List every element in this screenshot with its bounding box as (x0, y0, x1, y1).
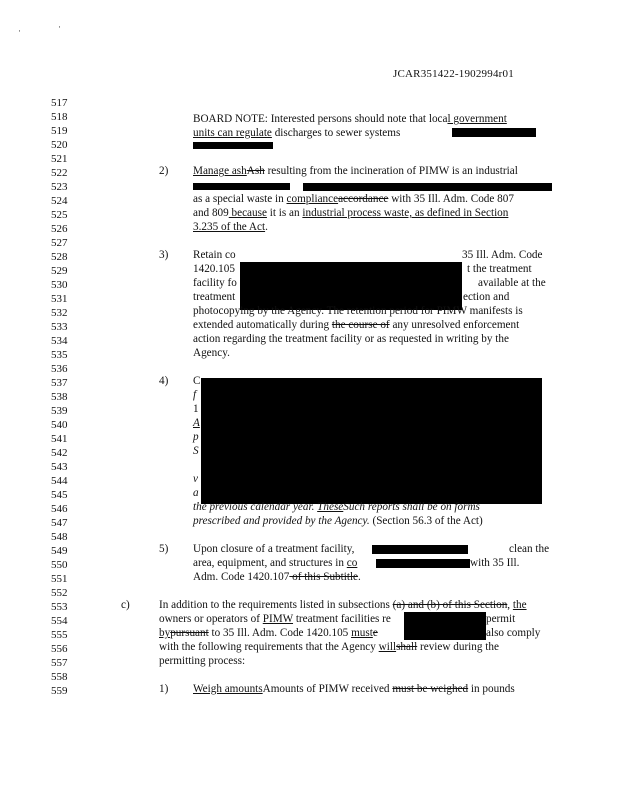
line-number: 524 (51, 195, 68, 207)
redaction (303, 183, 552, 191)
line-number: 559 (51, 685, 68, 697)
line-number: 529 (51, 265, 68, 277)
subsection-label: c) (121, 599, 130, 611)
item-2-line-3: as a special waste in complianceaccordance with 35 Ill. Adm. Code 807 (193, 193, 514, 205)
item-3-line-1-end: 35 Ill. Adm. Code (462, 249, 543, 261)
item-number: 1) (159, 683, 169, 695)
line-number: 518 (51, 111, 68, 123)
subsection-c-line-5: permitting process: (159, 655, 246, 667)
redaction (452, 128, 536, 137)
redaction (193, 183, 290, 190)
line-number: 521 (51, 153, 68, 165)
board-note-line-2: units can regulate discharges to sewer systems (193, 127, 401, 139)
line-number: 532 (51, 307, 68, 319)
line-number: 555 (51, 629, 68, 641)
item-5-line-2-end: with 35 Ill. (470, 557, 520, 569)
line-number: 539 (51, 405, 68, 417)
line-number: 540 (51, 419, 68, 431)
subsection-c-line-3: bypursuant to 35 Ill. Adm. Code 1420.105 muste (159, 627, 378, 639)
line-number: 556 (51, 643, 68, 655)
item-3-line-6: extended automatically during the course of any unresolved enforcement (193, 319, 520, 331)
line-number: 530 (51, 279, 68, 291)
c-item-1-line-1: Weigh amountsAmounts of PIMW received must be weighed in pounds (193, 683, 515, 695)
subsection-c-line-4: with the following requirements that the Agency willshall review during the (159, 641, 499, 653)
line-number: 548 (51, 531, 68, 543)
document-id: JCAR351422-1902994r01 (393, 68, 514, 80)
line-number: 557 (51, 657, 68, 669)
redaction (201, 378, 542, 504)
item-4-frag: p (193, 431, 199, 443)
line-number: 551 (51, 573, 68, 585)
line-number: 553 (51, 601, 68, 613)
line-number: 528 (51, 251, 68, 263)
line-number: 517 (51, 97, 68, 109)
line-number: 543 (51, 461, 68, 473)
line-number: 558 (51, 671, 68, 683)
line-number: 523 (51, 181, 68, 193)
line-number: 544 (51, 475, 68, 487)
line-number: 550 (51, 559, 68, 571)
line-number: 519 (51, 125, 68, 137)
item-4-frag: 1 (193, 403, 199, 415)
item-4-frag: a (193, 487, 199, 499)
item-2-line-4: and 809 because it is an industrial process waste, as defined in Section (193, 207, 509, 219)
subsection-c-line-1: In addition to the requirements listed in subsections (a) and (b) of this Section, the (159, 599, 527, 611)
item-4-frag: S (193, 445, 199, 457)
item-4-frag: v (193, 473, 198, 485)
board-note-line-1: BOARD NOTE: Interested persons should note that local government (193, 113, 507, 125)
redaction (193, 142, 273, 149)
line-number: 525 (51, 209, 68, 221)
item-3-line-4: treatment (193, 291, 236, 303)
line-number: 533 (51, 321, 68, 333)
item-3-line-1: Retain co (193, 249, 236, 261)
item-3-line-4-end: ection and (463, 291, 510, 303)
item-5-line-3: Adm. Code 1420.107 of this Subtitle. (193, 571, 361, 583)
redaction (372, 545, 468, 554)
line-number: 542 (51, 447, 68, 459)
line-number: 549 (51, 545, 68, 557)
item-4-frag: C (193, 375, 201, 387)
scan-artifact: · (58, 22, 61, 32)
item-4-line-last-1: the previous calendar year. TheseSuch reports shall be on forms (193, 501, 480, 513)
line-number: 520 (51, 139, 68, 151)
line-number: 547 (51, 517, 68, 529)
subsection-c-line-2-end: permit (486, 613, 516, 625)
item-3-line-7: action regarding the treatment facility or as requested in writing by the (193, 333, 509, 345)
line-number: 545 (51, 489, 68, 501)
line-number: 527 (51, 237, 68, 249)
redaction (240, 262, 462, 310)
item-4-line-last-2: prescribed and provided by the Agency. (Section 56.3 of the Act) (193, 515, 483, 527)
item-number: 3) (159, 249, 169, 261)
line-number: 537 (51, 377, 68, 389)
line-number: 531 (51, 293, 68, 305)
line-number: 522 (51, 167, 68, 179)
line-number: 536 (51, 363, 68, 375)
item-5-line-1: Upon closure of a treatment facility, (193, 543, 355, 555)
item-number: 2) (159, 165, 169, 177)
subsection-c-line-2: owners or operators of PIMW treatment facilities re (159, 613, 391, 625)
item-2-line-1: Manage ashAsh resulting from the incineration of PIMW is an industrial (193, 165, 518, 177)
item-number: 4) (159, 375, 169, 387)
item-5-line-2: area, equipment, and structures in co (193, 557, 358, 569)
line-number: 541 (51, 433, 68, 445)
item-number: 5) (159, 543, 169, 555)
item-2-line-5: 3.235 of the Act. (193, 221, 268, 233)
item-3-line-8: Agency. (193, 347, 230, 359)
line-number: 538 (51, 391, 68, 403)
line-number: 535 (51, 349, 68, 361)
subsection-c-line-3-end: also comply (486, 627, 541, 639)
item-3-line-2: 1420.105 (193, 263, 235, 275)
item-3-line-3-end: available at the (478, 277, 546, 289)
item-3-line-3: facility fo (193, 277, 237, 289)
line-number: 552 (51, 587, 68, 599)
item-4-frag: f (193, 389, 197, 401)
item-4-frag: A (193, 417, 200, 429)
redaction (376, 559, 470, 568)
line-number: 554 (51, 615, 68, 627)
line-number: 526 (51, 223, 68, 235)
item-3-line-5: photocopying by the Agency. The retention period for PIMW manifests is (193, 305, 523, 317)
item-3-line-2-end: t the treatment (467, 263, 532, 275)
redaction (404, 612, 486, 640)
line-number: 546 (51, 503, 68, 515)
line-number: 534 (51, 335, 68, 347)
item-5-line-1-end: clean the (509, 543, 550, 555)
scan-artifact: · (18, 26, 21, 36)
